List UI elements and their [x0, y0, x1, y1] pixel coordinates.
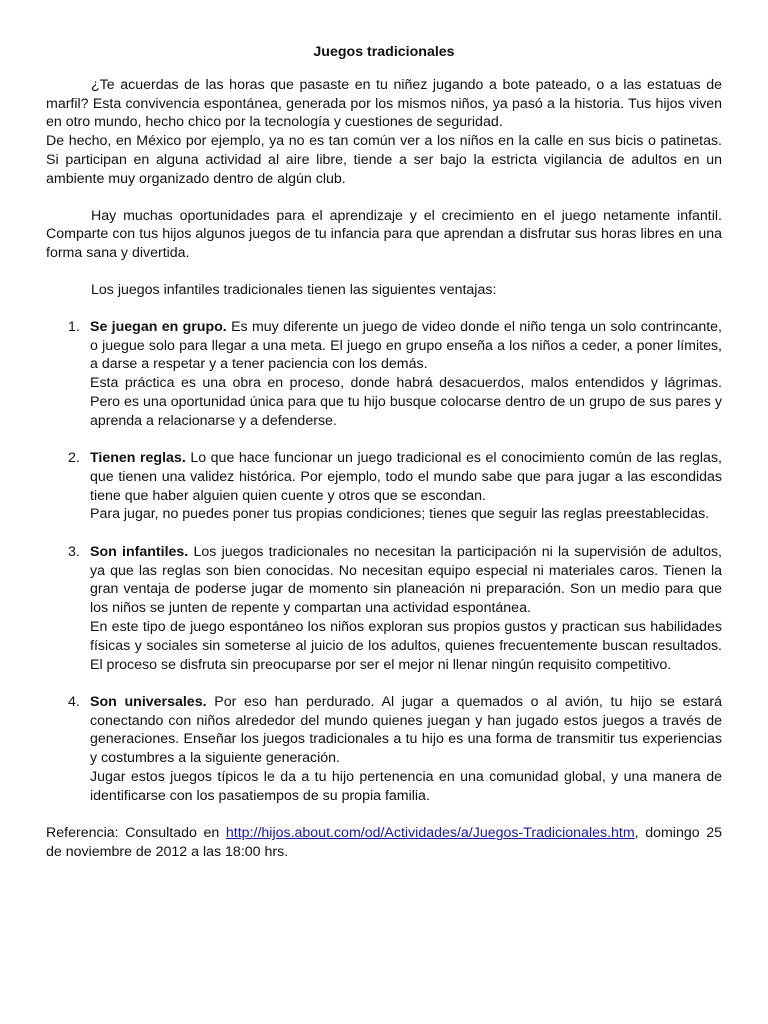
list-item-lead: Son infantiles.: [90, 543, 189, 560]
list-item-number: 3.: [68, 543, 80, 560]
paragraph-gap: [46, 300, 722, 318]
list-item: [46, 449, 722, 524]
list-item-extra: Para jugar, no puedes poner tus propias condiciones; tienes que seguir las reglas preestablecidas.: [90, 506, 710, 523]
reference-suffix: , domingo 25 de noviembre de 2012 a las 18:00 hrs.: [46, 825, 723, 860]
list-item-text: Lo que hace funcionar un juego tradicional es el conocimiento común de las reglas, que tienen una validez histórica. Por ejemplo, todo el mundo sabe que para jugar a las escondidas tiene que haber alguien quien cuente y otros que se escondan.: [90, 450, 722, 504]
advantages-list: [46, 318, 722, 806]
list-item-number: 2.: [68, 450, 80, 467]
list-item-body: [90, 318, 722, 374]
list-item-number: 4.: [68, 693, 80, 710]
list-item-lead: Son universales.: [90, 693, 207, 710]
page-title: Juegos tradicionales: [313, 44, 455, 60]
list-item-body: [90, 449, 722, 505]
list-item-text: Por eso han perdurado. Al jugar a quemados o al avión, tu hijo se estará conectando con niños alrededor del mundo quienes juegan y han jugado estos juegos a través de generaciones. Enseñar los juegos tradicionales a tu hijo es una forma de transmitir tus experiencias y costumbres a la siguiente generación.: [90, 693, 722, 767]
list-item: [46, 318, 722, 431]
list-item-body: [90, 543, 722, 618]
list-item: [46, 693, 722, 806]
list-item-text: Los juegos tradicionales no necesitan la participación ni la supervisión de adultos, ya que las reglas son bien conocidas. No necesitan equipo especial ni materiales caros. Tienen la gran ventaja de poderse jugar de momento sin planeación ni preparación. Son un medio para que los niños se junten de repente y compartan una actividad espontánea.: [90, 543, 722, 617]
reference-prefix: Referencia: Consultado en: [46, 825, 226, 842]
list-item-lead: Se juegan en grupo.: [90, 318, 227, 335]
reference-paragraph: [46, 824, 722, 862]
list-item-extra: Jugar estos juegos típicos le da a tu hijo pertenencia en una comunidad global, y una manera de identificarse con los pasatiempos de su propia familia.: [90, 769, 722, 804]
paragraph-gap: [46, 263, 722, 281]
list-item-number: 1.: [68, 318, 80, 335]
reference-link[interactable]: http://hijos.about.com/od/Actividades/a/Juegos-Tradicionales.htm: [225, 825, 635, 842]
paragraph-gap: [46, 189, 722, 207]
intro-paragraph-2: De hecho, en México por ejemplo, ya no es tan común ver a los niños en la calle en sus bicis o patinetas. Si participan en alguna actividad al aire libre, tiende a ser bajo la estricta vigilancia de adultos en un ambiente muy organizado dentro de algún club.: [46, 133, 722, 187]
list-item-body: [90, 693, 722, 768]
intro-paragraph-1: ¿Te acuerdas de las horas que pasaste en tu niñez jugando a bote pateado, o a las estatuas de marfil? Esta convivencia espontánea, generada por los mismos niños, ya pasó a la historia. Tus hijos viven en otro mundo, hecho chico por la tecnología y cuestiones de seguridad.: [46, 76, 722, 131]
list-item-text: Es muy diferente un juego de video donde el niño tenga un solo contrincante, o juegue solo para llegar a una meta. El juego en grupo enseña a los niños a ceder, a poner límites, a darse a respetar y a tener paciencia con los demás.: [90, 318, 722, 373]
intro-paragraph-3: Hay muchas oportunidades para el aprendizaje y el crecimiento en el juego netamente infantil. Comparte con tus hijos algunos juegos de tu infancia para que aprendan a disfrutar sus horas libres en una forma sana y divertida.: [46, 207, 722, 262]
intro-paragraph-4: Los juegos infantiles tradicionales tienen las siguientes ventajas:: [91, 281, 497, 298]
list-item-extra: En este tipo de juego espontáneo los niños exploran sus propios gustos y practican sus habilidades físicas y sociales sin someterse al juicio de los adultos, quienes frecuentemente buscan resultados. El proceso se disfruta sin preocuparse por ser el mejor ni llenar ningún requisito competitivo.: [90, 618, 722, 673]
list-item-lead: Tienen reglas.: [90, 450, 186, 467]
list-item-extra: Esta práctica es una obra en proceso, donde habrá desacuerdos, malos entendidos y lágrimas. Pero es una oportunidad única para que tu hijo busque colocarse dentro de un grupo de sus pares y aprenda a relacionarse y a defenderse.: [90, 375, 722, 429]
list-item: [46, 543, 722, 675]
